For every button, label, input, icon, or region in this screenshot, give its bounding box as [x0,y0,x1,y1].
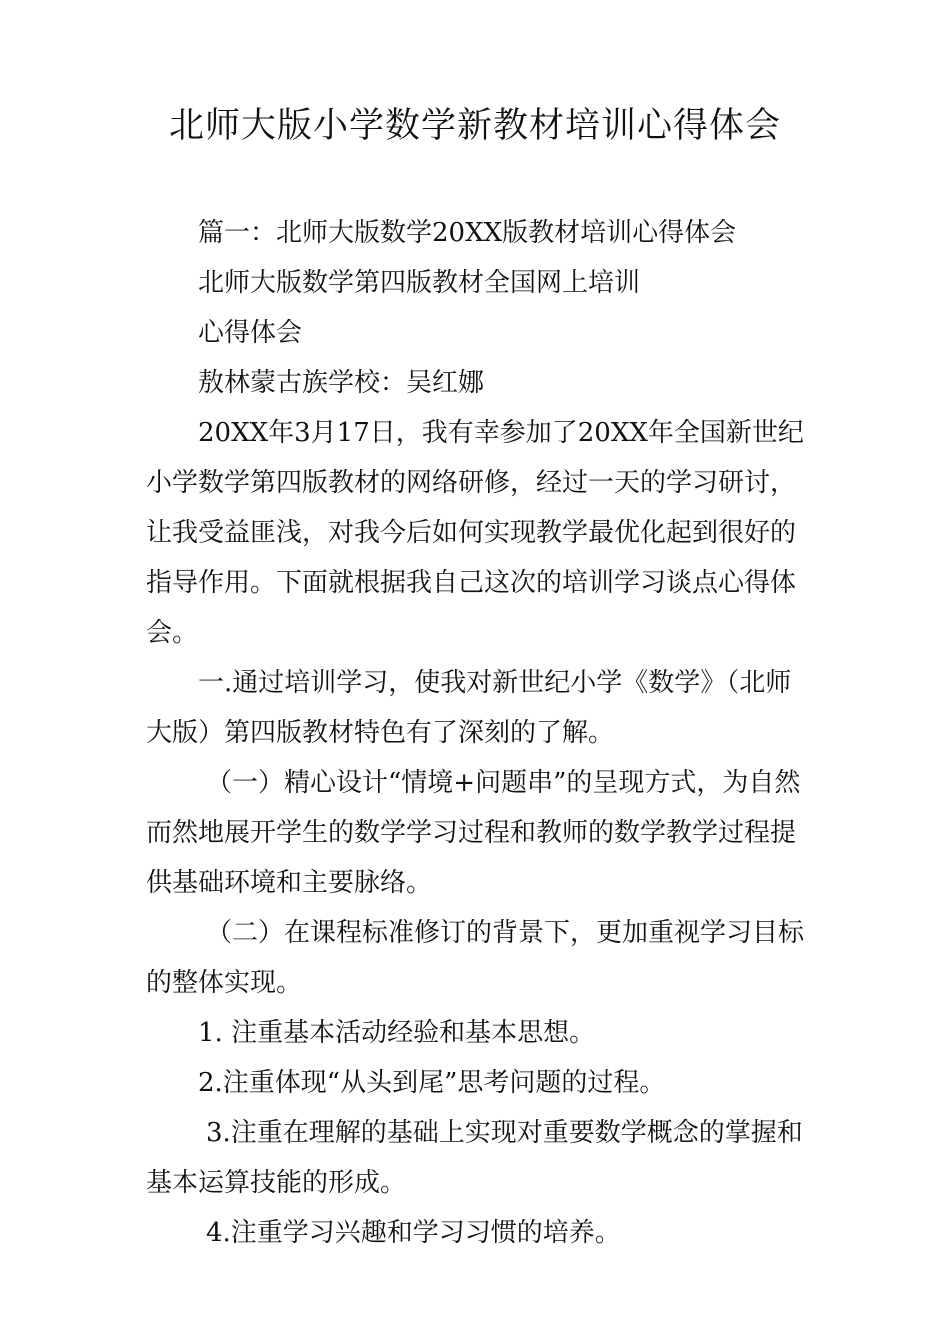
document-title: 北师大版小学数学新教材培训心得体会 [168,106,781,146]
list-item-3: 3.注重在理解的基础上实现对重要数学概念的掌握和基本运算技能的形成。 [146,1118,803,1198]
paragraph-subtitle-continued: 心得体会 [198,318,303,348]
paragraph-subtitle: 北师大版数学第四版教材全国网上培训 [198,268,641,298]
paragraph-intro: 20XX年3月17日，我有幸参加了20XX年全国新世纪小学数学第四版教材的网络研修，经过一天的学习研讨，让我受益匪浅，对我今后如何实现教学最优化起到很好的指导作用。下面就根据我自己这次的培训学习谈点心得体会。 [146,418,804,648]
paragraph-chapter-heading: 篇一：北师大版数学20XX版教材培训心得体会 [198,218,737,248]
paragraph-point-one: （一）精心设计“情境+问题串”的呈现方式，为自然而然地展开学生的数学学习过程和教师的数学教学过程提供基础环境和主要脉络。 [146,768,801,898]
paragraph-author: 敖林蒙古族学校：吴红娜 [198,368,485,398]
paragraph-point-two: （二）在课程标准修订的背景下，更加重视学习目标的整体实现。 [146,918,805,998]
list-item-2: 2.注重体现“从头到尾”思考问题的过程。 [198,1068,666,1098]
list-item-1: 1. 注重基本活动经验和基本思想。 [198,1018,596,1048]
document-body [146,208,814,1258]
paragraph-section-one: 一.通过培训学习，使我对新世纪小学《数学》（北师大版）第四版教材特色有了深刻的了解。 [146,668,792,748]
list-item-4: 4.注重学习兴趣和学习习惯的培养。 [206,1218,621,1248]
